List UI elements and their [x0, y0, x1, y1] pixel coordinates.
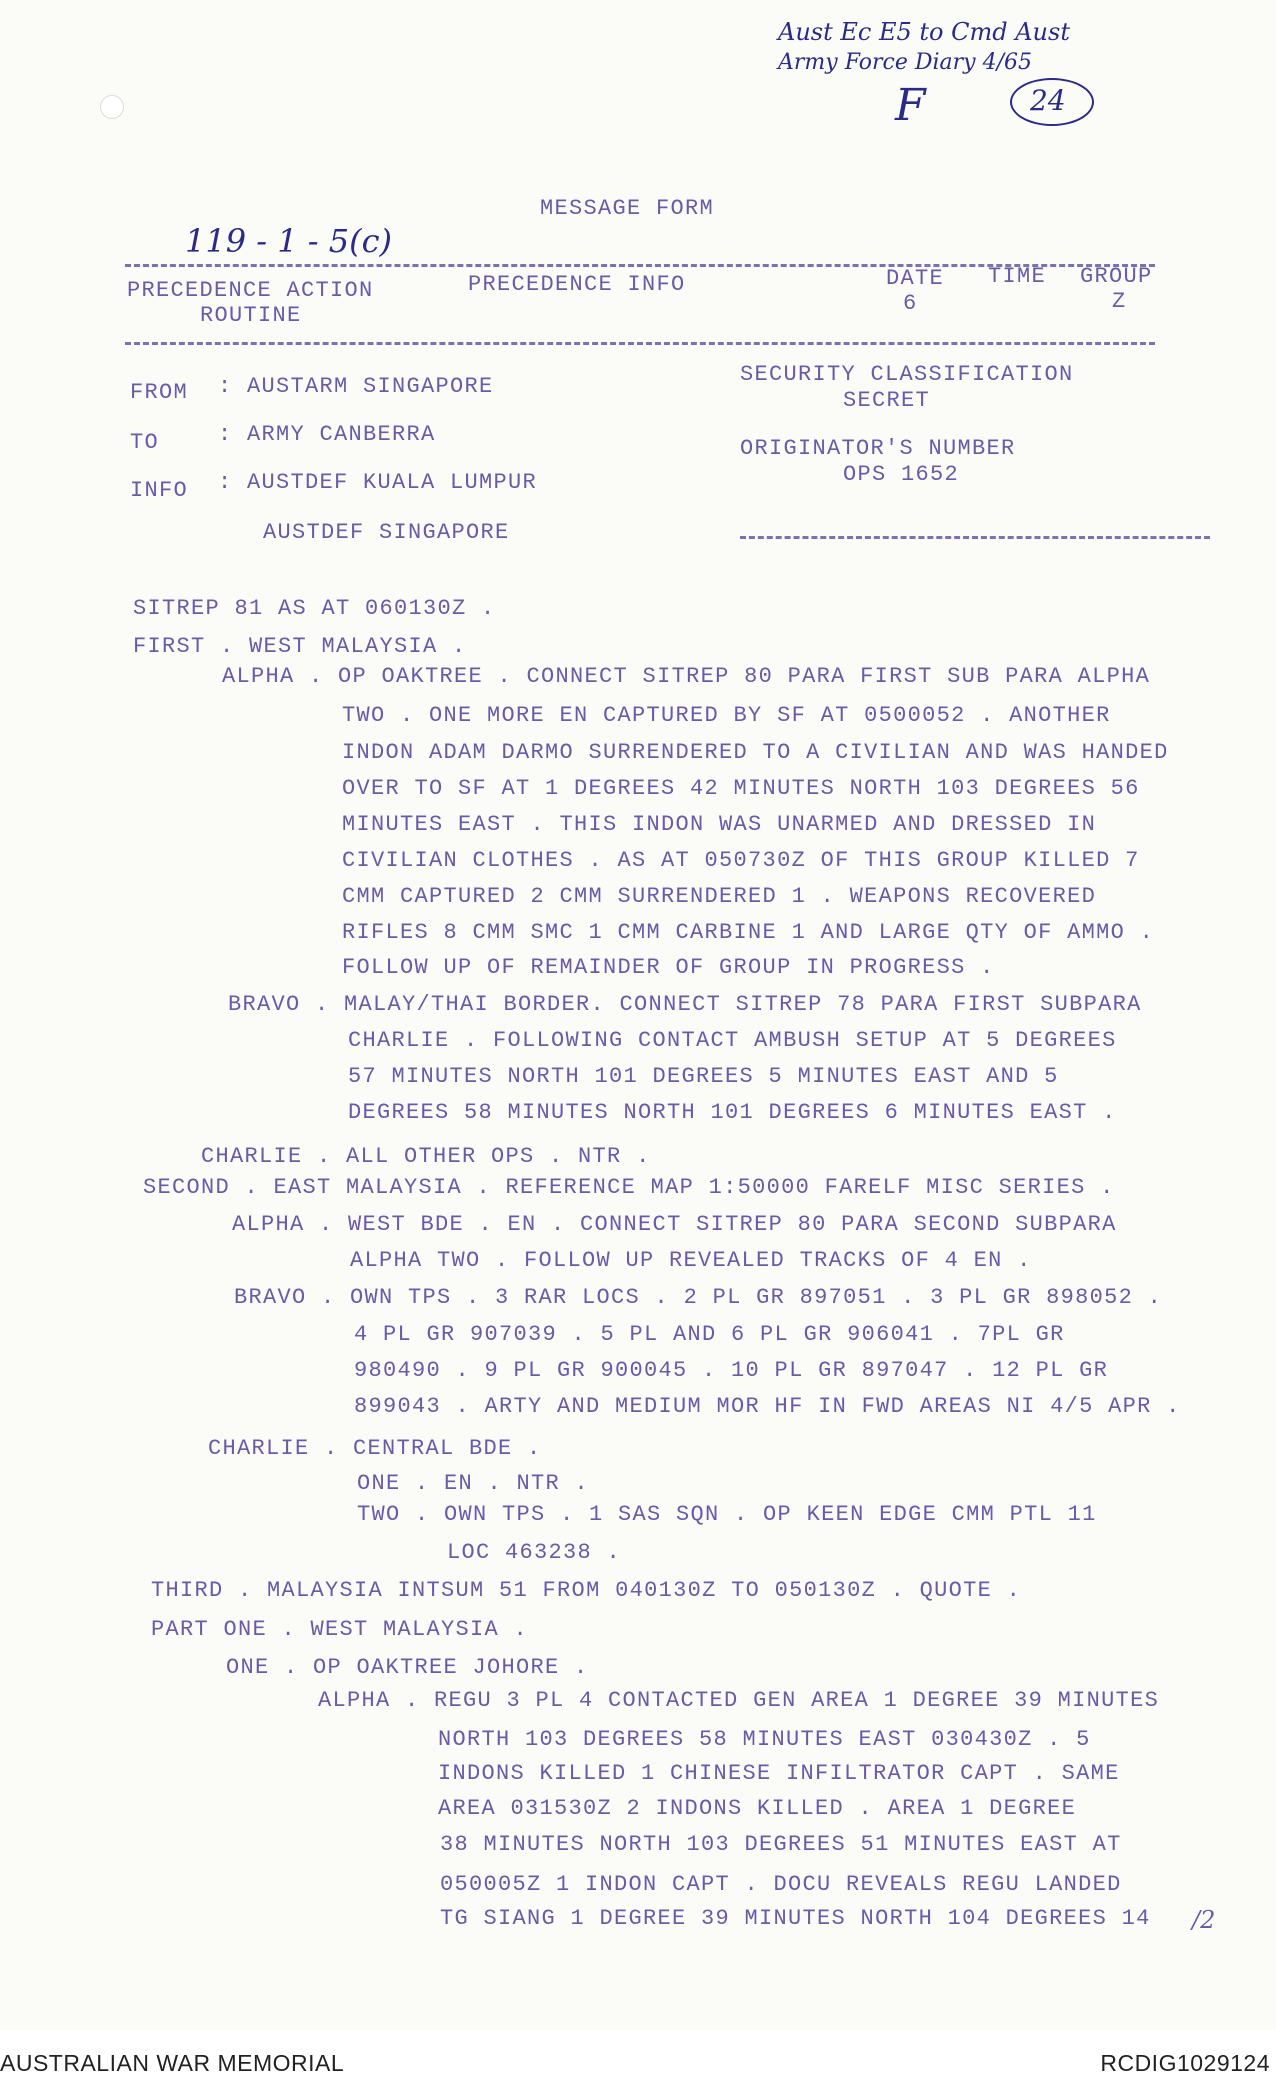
body-line: ALPHA . WEST BDE . EN . CONNECT SITREP 80 PARA SECOND SUBPARA [232, 1212, 1117, 1237]
body-line: INDON ADAM DARMO SURRENDERED TO A CIVILIAN AND WAS HANDED [342, 740, 1169, 765]
body-line: NORTH 103 DEGREES 58 MINUTES EAST 030430Z . 5 [438, 1727, 1091, 1752]
body-line: FOLLOW UP OF REMAINDER OF GROUP IN PROGRESS . [342, 955, 995, 980]
handwritten-folio: 24 [1030, 84, 1066, 117]
body-line: ONE . OP OAKTREE JOHORE . [226, 1655, 589, 1680]
body-line: ONE . EN . NTR . [357, 1471, 590, 1496]
group-label: GROUP [1080, 264, 1153, 289]
from-label: FROM [130, 380, 189, 405]
date-label: DATE [886, 266, 945, 291]
body-line: RIFLES 8 CMM SMC 1 CMM CARBINE 1 AND LARGE QTY OF AMMO . [342, 920, 1155, 945]
body-line: TWO . ONE MORE EN CAPTURED BY SF AT 0500052 . ANOTHER [342, 703, 1111, 728]
page-continuation-mark: /2 [1192, 1906, 1216, 1934]
body-line: CHARLIE . FOLLOWING CONTACT AMBUSH SETUP AT 5 DEGREES [348, 1028, 1117, 1053]
routing-divider [740, 536, 1210, 539]
body-line: BRAVO . OWN TPS . 3 RAR LOCS . 2 PL GR 897051 . 3 PL GR 898052 . [234, 1285, 1163, 1310]
originator-value: OPS 1652 [843, 462, 960, 487]
form-title: MESSAGE FORM [540, 196, 715, 221]
body-line: 050005Z 1 INDON CAPT . DOCU REVEALS REGU LANDED [440, 1872, 1122, 1897]
security-value: SECRET [843, 388, 931, 413]
body-line: 899043 . ARTY AND MEDIUM MOR HF IN FWD AREAS NI 4/5 APR . [354, 1394, 1181, 1419]
body-line: TWO . OWN TPS . 1 SAS SQN . OP KEEN EDGE CMM PTL 11 [357, 1502, 1097, 1527]
originator-label: ORIGINATOR'S NUMBER [740, 436, 1016, 461]
body-line: TG SIANG 1 DEGREE 39 MINUTES NORTH 104 DEGREES 14 [440, 1906, 1151, 1931]
handwritten-letter: F [895, 80, 926, 131]
body-line: SECOND . EAST MALAYSIA . REFERENCE MAP 1:50000 FARELF MISC SERIES . [143, 1175, 1115, 1200]
precedence-info-label: PRECEDENCE INFO [468, 272, 686, 297]
body-line: FIRST . WEST MALAYSIA . [133, 634, 467, 659]
body-line: BRAVO . MALAY/THAI BORDER. CONNECT SITREP 78 PARA FIRST SUBPARA [228, 992, 1142, 1017]
body-line: 980490 . 9 PL GR 900045 . 10 PL GR 897047 . 12 PL GR [354, 1358, 1109, 1383]
body-line: CHARLIE . CENTRAL BDE . [208, 1436, 542, 1461]
body-line: INDONS KILLED 1 CHINESE INFILTRATOR CAPT . SAME [438, 1761, 1120, 1786]
handwritten-note-line1: Aust Ec E5 to Cmd Aust [778, 18, 1070, 46]
info-value-2: AUSTDEF SINGAPORE [263, 520, 510, 545]
time-label: TIME [988, 264, 1047, 289]
handwritten-note-line2: Army Force Diary 4/65 [778, 50, 1032, 75]
body-line: ALPHA . REGU 3 PL 4 CONTACTED GEN AREA 1 DEGREE 39 MINUTES [318, 1688, 1160, 1713]
precedence-action-label: PRECEDENCE ACTION [127, 278, 374, 303]
body-line: MINUTES EAST . THIS INDON WAS UNARMED AND DRESSED IN [342, 812, 1097, 837]
body-line: CIVILIAN CLOTHES . AS AT 050730Z OF THIS GROUP KILLED 7 [342, 848, 1140, 873]
body-line: THIRD . MALAYSIA INTSUM 51 FROM 040130Z TO 050130Z . QUOTE . [151, 1578, 1022, 1603]
to-label: TO [130, 430, 160, 455]
body-line: OVER TO SF AT 1 DEGREES 42 MINUTES NORTH 103 DEGREES 56 [342, 776, 1140, 801]
body-line: ALPHA TWO . FOLLOW UP REVEALED TRACKS OF 4 EN . [350, 1248, 1032, 1273]
body-line: 38 MINUTES NORTH 103 DEGREES 51 MINUTES EAST AT [440, 1832, 1122, 1857]
date-value: 6 [903, 291, 918, 316]
punch-hole [100, 95, 124, 119]
footer-institution: AUSTRALIAN WAR MEMORIAL [0, 2050, 345, 2076]
body-line: CMM CAPTURED 2 CMM SURRENDERED 1 . WEAPONS RECOVERED [342, 884, 1097, 909]
body-line: PART ONE . WEST MALAYSIA . [151, 1617, 529, 1642]
body-line: DEGREES 58 MINUTES NORTH 101 DEGREES 6 MINUTES EAST . [348, 1100, 1117, 1125]
body-line: 4 PL GR 907039 . 5 PL AND 6 PL GR 906041 . 7PL GR [354, 1322, 1065, 1347]
body-line: 57 MINUTES NORTH 101 DEGREES 5 MINUTES EAST AND 5 [348, 1064, 1059, 1089]
to-value: : ARMY CANBERRA [218, 422, 436, 447]
group-value: Z [1112, 289, 1127, 314]
from-value: : AUSTARM SINGAPORE [218, 374, 494, 399]
precedence-action-value: ROUTINE [200, 303, 302, 328]
info-label: INFO [130, 478, 189, 503]
body-line: AREA 031530Z 2 INDONS KILLED . AREA 1 DEGREE [438, 1796, 1077, 1821]
footer-record-id: RCDIG1029124 [1100, 2050, 1270, 2076]
security-label: SECURITY CLASSIFICATION [740, 362, 1074, 387]
body-line: SITREP 81 AS AT 060130Z . [133, 596, 496, 621]
header-divider-bottom [125, 342, 1155, 345]
info-value-1: : AUSTDEF KUALA LUMPUR [218, 470, 538, 495]
body-line: CHARLIE . ALL OTHER OPS . NTR . [201, 1144, 651, 1169]
body-line: LOC 463238 . [447, 1540, 622, 1565]
handwritten-file-ref: 119 - 1 - 5(c) [185, 222, 392, 260]
body-line: ALPHA . OP OAKTREE . CONNECT SITREP 80 PARA FIRST SUB PARA ALPHA [222, 664, 1151, 689]
